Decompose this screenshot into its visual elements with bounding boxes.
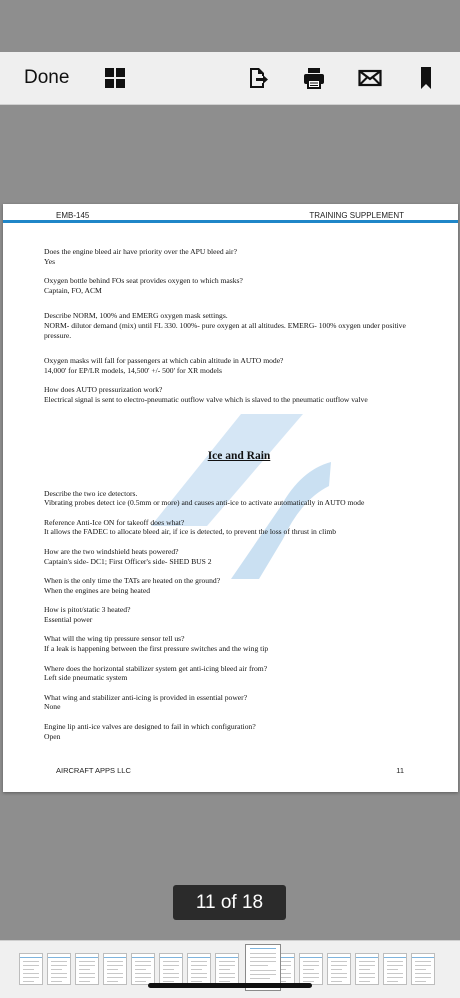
qa-item: [44, 664, 434, 683]
question-text: How are the two windshield heats powered?: [44, 546, 179, 556]
section-title: Ice and Rain: [207, 449, 271, 462]
print-icon[interactable]: [302, 66, 326, 90]
page-header-left: EMB-145: [56, 211, 90, 220]
toolbar: [0, 52, 460, 105]
page-thumbnail[interactable]: [19, 953, 43, 985]
qa-item: [44, 518, 434, 537]
page-thumbnail[interactable]: [75, 953, 99, 985]
thumbnail-list: [19, 953, 435, 985]
answer-text: Open: [44, 731, 61, 741]
page-thumbnail[interactable]: [355, 953, 379, 985]
mail-icon[interactable]: [358, 66, 382, 90]
answer-text: Yes: [44, 256, 56, 266]
question-text: Oxygen bottle behind FOs seat provides oxygen to which masks?: [44, 276, 243, 286]
page-thumbnail[interactable]: [131, 953, 155, 985]
question-text: What will the wing tip pressure sensor tell us?: [44, 634, 185, 644]
question-text: Describe NORM, 100% and EMERG oxygen mask settings.: [44, 311, 228, 321]
qa-item: [44, 311, 434, 340]
question-text: Where does the horizontal stabilizer system get anti-icing bleed air from?: [44, 663, 268, 673]
qa-item: [44, 276, 434, 295]
answer-text: NORM- dilutor demand (mix) until FL 330. 100%- pure oxygen at all altitudes. EMERG- 100% oxygen under positive pressure.: [44, 320, 406, 340]
page-thumbnail[interactable]: [299, 953, 323, 985]
header-rule: [3, 220, 458, 223]
question-text: Oxygen masks will fall for passengers at which cabin altitude in AUTO mode?: [44, 356, 284, 366]
answer-text: Essential power: [44, 614, 93, 624]
page-thumbnail[interactable]: [187, 953, 211, 985]
question-text: Reference Anti-Ice ON for takeoff does what?: [44, 517, 185, 527]
page-content: [44, 247, 434, 751]
done-button[interactable]: Done: [24, 52, 69, 104]
page-thumbnail[interactable]: [159, 953, 183, 985]
page-thumbnail[interactable]: [383, 953, 407, 985]
share-document-icon[interactable]: [246, 66, 270, 90]
page-thumbnail[interactable]: [215, 953, 239, 985]
answer-text: Electrical signal is sent to electro-pneumatic outflow valve which is slaved to the pneumatic outflow valve: [44, 394, 368, 404]
grid-icon[interactable]: [103, 66, 127, 90]
document-page[interactable]: [3, 204, 458, 792]
page-thumbnail[interactable]: [47, 953, 71, 985]
page-thumbnail[interactable]: [327, 953, 351, 985]
answer-text: Captain, FO, ACM: [44, 285, 102, 295]
answer-text: It allows the FADEC to allocate bleed air, if ice is detected, to prevent the loss of thrust in climb: [44, 527, 337, 537]
question-text: Engine lip anti-ice valves are designed to fail in which configuration?: [44, 722, 256, 732]
qa-item: [44, 576, 434, 595]
qa-item: [44, 489, 434, 508]
answer-text: Captain's side- DC1; First Officer's side- SHED BUS 2: [44, 556, 212, 566]
thumbnail-strip[interactable]: [0, 940, 460, 998]
qa-item: [44, 247, 434, 266]
bookmark-icon[interactable]: [414, 66, 438, 90]
answer-text: Left side pneumatic system: [44, 673, 128, 683]
answer-text: If a leak is happening between the first pressure switches and the wing tip: [44, 644, 269, 654]
qa-item: [44, 356, 434, 375]
qa-item: [44, 605, 434, 624]
page-header-right: TRAINING SUPPLEMENT: [309, 211, 404, 220]
question-text: How does AUTO pressurization work?: [44, 385, 163, 395]
page-indicator: 11 of 18: [173, 885, 286, 920]
status-bar: [0, 0, 460, 52]
qa-item: [44, 722, 434, 741]
answer-text: None: [44, 702, 61, 712]
home-indicator: [148, 983, 312, 988]
qa-item: [44, 693, 434, 712]
question-text: What wing and stabilizer anti-icing is provided in essential power?: [44, 692, 248, 702]
question-text: Does the engine bleed air have priority over the APU bleed air?: [44, 247, 237, 256]
page-thumbnail[interactable]: [411, 953, 435, 985]
page-thumbnail[interactable]: [103, 953, 127, 985]
qa-item: [44, 385, 434, 404]
answer-text: 14,000' for EP/LR models, 14,500' +/- 500' for XR models: [44, 365, 222, 375]
question-text: How is pitot/static 3 heated?: [44, 605, 131, 615]
page-number: 11: [396, 766, 404, 775]
page-footer-left: AIRCRAFT APPS LLC: [56, 766, 131, 775]
question-text: Describe the two ice detectors.: [44, 488, 138, 498]
answer-text: Vibrating probes detect ice (0.5mm or more) and causes anti-ice to activate automatically in AUTO mode: [44, 498, 365, 508]
qa-item: [44, 547, 434, 566]
question-text: When is the only time the TATs are heated on the ground?: [44, 576, 221, 586]
qa-item: [44, 634, 434, 653]
answer-text: When the engines are being heated: [44, 585, 151, 595]
